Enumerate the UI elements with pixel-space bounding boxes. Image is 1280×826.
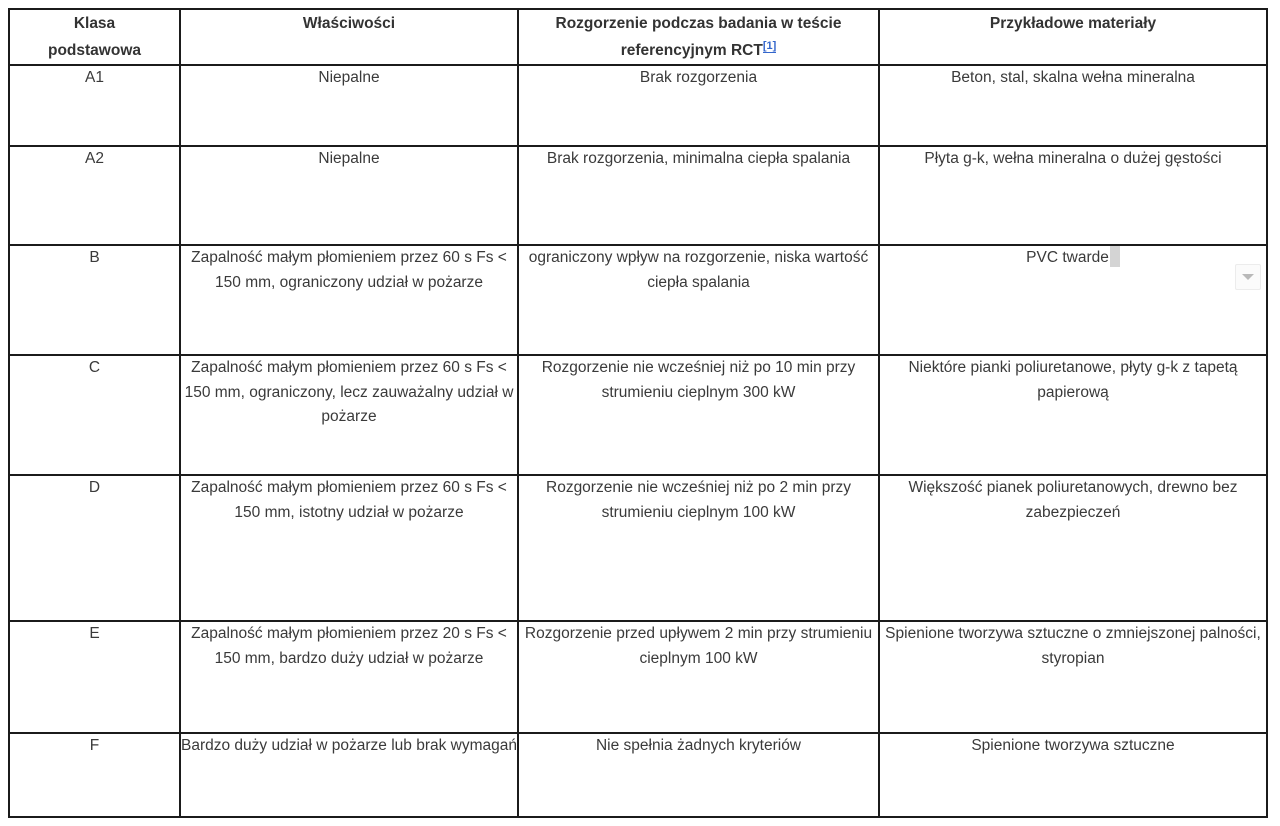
cell-rozgorzenie: Brak rozgorzenia [518,65,879,146]
table-header-row [9,9,1267,65]
column-header-rozgorzenie-rct [518,9,879,65]
cell-materialy: Płyta g-k, wełna mineralna o dużej gęstości [879,146,1267,245]
cell-materialy-value: PVC twarde [1026,249,1109,267]
cell-materialy: Większość pianek poliuretanowych, drewno bez zabezpieczeń [879,475,1267,621]
column-header-rozgorzenie-line2 [519,37,878,64]
cell-klasa: A2 [9,146,180,245]
table-row [9,65,1267,146]
table-row [9,355,1267,475]
cell-materialy [879,245,1267,355]
cell-rozgorzenie: Rozgorzenie nie wcześniej niż po 2 min przy strumieniu cieplnym 100 kW [518,475,879,621]
cell-klasa: F [9,733,180,817]
cell-materialy: Niektóre pianki poliuretanowe, płyty g-k z tapetą papierową [879,355,1267,475]
cell-materialy: Beton, stal, skalna wełna mineralna [879,65,1267,146]
table-header [9,9,1267,65]
table-row [9,475,1267,621]
column-header-przykladowe-materialy [879,9,1267,65]
cell-rozgorzenie: Rozgorzenie nie wcześniej niż po 10 min przy strumieniu cieplnym 300 kW [518,355,879,475]
cell-wlasciwosci: Niepalne [180,65,518,146]
cell-rozgorzenie: ograniczony wpływ na rozgorzenie, niska wartość ciepła spalania [518,245,879,355]
table-row [9,245,1267,355]
text-selection-caret [1110,246,1120,267]
cell-materialy: Spienione tworzywa sztuczne o zmniejszonej palności, styropian [879,621,1267,733]
cell-klasa: A1 [9,65,180,146]
column-header-klasa-line2: podstawowa [47,42,141,60]
chevron-down-dropdown-button[interactable] [1235,264,1261,290]
cell-rozgorzenie: Nie spełnia żadnych kryteriów [518,733,879,817]
table-row [9,146,1267,245]
cell-wlasciwosci: Niepalne [180,146,518,245]
cell-wlasciwosci: Zapalność małym płomieniem przez 20 s Fs < 150 mm, bardzo duży udział w pożarze [180,621,518,733]
cell-wlasciwosci: Zapalność małym płomieniem przez 60 s Fs < 150 mm, istotny udział w pożarze [180,475,518,621]
table-row [9,621,1267,733]
fire-classification-table [8,8,1268,818]
cell-wlasciwosci: Zapalność małym płomieniem przez 60 s Fs < 150 mm, ograniczony, lecz zauważalny udział w pożarze [180,355,518,475]
table-row [9,733,1267,817]
cell-materialy: Spienione tworzywa sztuczne [879,733,1267,817]
cell-klasa: D [9,475,180,621]
column-header-wlasciwosci [180,9,518,65]
fire-classification-table-container [8,8,1266,818]
column-header-klasa-line1: Klasa [73,15,116,32]
cell-rozgorzenie: Brak rozgorzenia, minimalna ciepła spalania [518,146,879,245]
column-header-rozgorzenie-line1: Rozgorzenie podczas badania w teście [555,15,842,32]
column-header-wlasciwosci-label: Właściwości [302,15,396,32]
column-header-materialy-label: Przykładowe materiały [989,15,1157,32]
table-body [9,65,1267,817]
cell-materialy-text [880,246,1266,271]
column-header-klasa-podstawowa [9,9,180,65]
footnote-superscript [763,40,776,53]
cell-klasa: C [9,355,180,475]
column-header-rozgorzenie-line2-text: referencyjnym RCT [620,42,763,60]
chevron-down-icon [1242,274,1254,280]
cell-klasa: E [9,621,180,733]
cell-rozgorzenie: Rozgorzenie przed upływem 2 min przy strumieniu cieplnym 100 kW [518,621,879,733]
cell-wlasciwosci: Zapalność małym płomieniem przez 60 s Fs < 150 mm, ograniczony udział w pożarze [180,245,518,355]
footnote-reference-link[interactable]: [1] [762,39,777,52]
cell-klasa: B [9,245,180,355]
cell-wlasciwosci: Bardzo duży udział w pożarze lub brak wymagań [180,733,518,817]
